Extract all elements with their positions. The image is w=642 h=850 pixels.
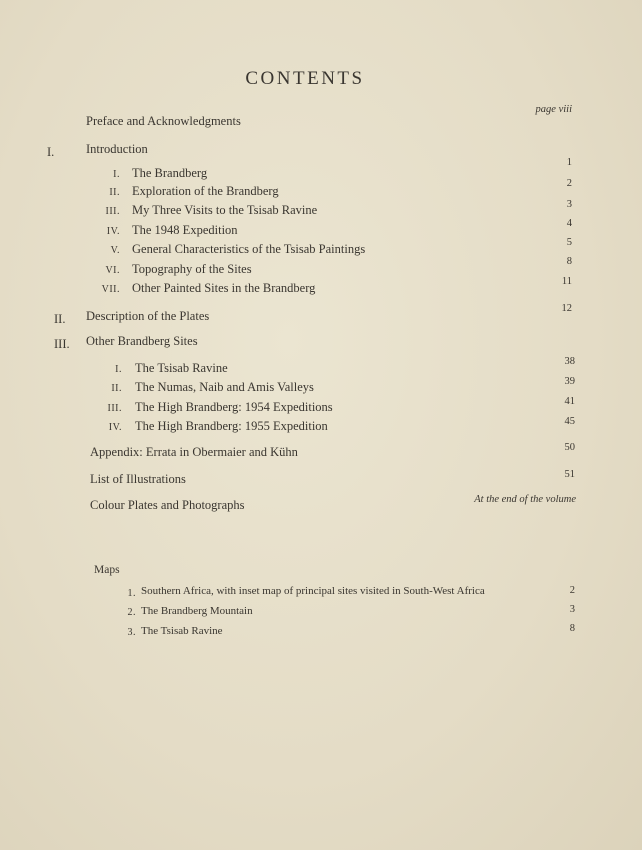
map-title: The Brandberg Mountain <box>141 605 253 617</box>
item-number: II. <box>111 383 122 394</box>
section-title-3: Other Brandberg Sites <box>86 334 198 348</box>
item-page: 4 <box>566 218 572 229</box>
map-number: 1. <box>127 588 136 599</box>
item-title: The Brandberg <box>132 166 208 180</box>
item-number: III. <box>107 403 122 414</box>
section-page-2: 12 <box>561 303 572 314</box>
item-number: II. <box>109 187 120 198</box>
item-page: 39 <box>564 376 575 387</box>
map-number: 2. <box>127 607 136 618</box>
illustrations-page: 51 <box>564 469 575 480</box>
item-number: VII. <box>101 284 120 295</box>
item-title: The High Brandberg: 1955 Expedition <box>135 419 328 433</box>
page-column-label: page viii <box>535 104 572 115</box>
section-title-2: Description of the Plates <box>86 309 210 323</box>
item-title: The 1948 Expedition <box>132 223 238 237</box>
item-page: 5 <box>566 237 572 248</box>
section-numeral-2: II. <box>54 312 66 326</box>
item-number: III. <box>105 206 120 217</box>
item-title: The Numas, Naib and Amis Valleys <box>135 380 314 394</box>
maps-heading: Maps <box>94 564 120 576</box>
item-title: My Three Visits to the Tsisab Ravine <box>132 203 318 217</box>
illustrations-entry: List of Illustrations <box>90 472 186 486</box>
item-page: 3 <box>566 199 572 210</box>
item-page: 45 <box>564 416 575 427</box>
item-page: 2 <box>566 178 572 189</box>
page-title: CONTENTS <box>245 68 365 89</box>
map-title: Southern Africa, with inset map of principal sites visited in South-West Africa <box>141 585 485 597</box>
map-number: 3. <box>127 627 136 638</box>
item-number: I. <box>113 169 120 180</box>
preface-entry: Preface and Acknowledgments <box>86 114 241 128</box>
map-title: The Tsisab Ravine <box>141 625 223 637</box>
map-page: 3 <box>569 604 575 615</box>
item-title: Topography of the Sites <box>132 262 252 276</box>
map-page: 2 <box>569 585 575 596</box>
section-title-1: Introduction <box>86 142 148 156</box>
item-page: 11 <box>561 276 572 287</box>
colour-plates-page: At the end of the volume <box>474 494 576 505</box>
colour-plates-entry: Colour Plates and Photographs <box>90 498 245 512</box>
item-number: VI. <box>105 265 120 276</box>
item-title: The High Brandberg: 1954 Expeditions <box>135 400 333 414</box>
section-numeral-1: I. <box>47 145 55 159</box>
item-page: 38 <box>564 356 575 367</box>
map-page: 8 <box>569 623 575 634</box>
item-page: 8 <box>566 256 572 267</box>
item-title: The Tsisab Ravine <box>135 361 228 375</box>
item-number: V. <box>110 245 120 256</box>
item-number: IV. <box>108 422 122 433</box>
item-title: Exploration of the Brandberg <box>132 184 279 198</box>
appendix-page: 50 <box>564 442 575 453</box>
item-title: General Characteristics of the Tsisab Paintings <box>132 242 366 256</box>
section-numeral-3: III. <box>54 337 70 351</box>
item-title: Other Painted Sites in the Brandberg <box>132 281 316 295</box>
appendix-entry: Appendix: Errata in Obermaier and Kühn <box>90 445 298 459</box>
item-page: 1 <box>566 157 572 168</box>
item-page: 41 <box>564 396 575 407</box>
item-number: I. <box>115 364 122 375</box>
item-number: IV. <box>106 226 120 237</box>
